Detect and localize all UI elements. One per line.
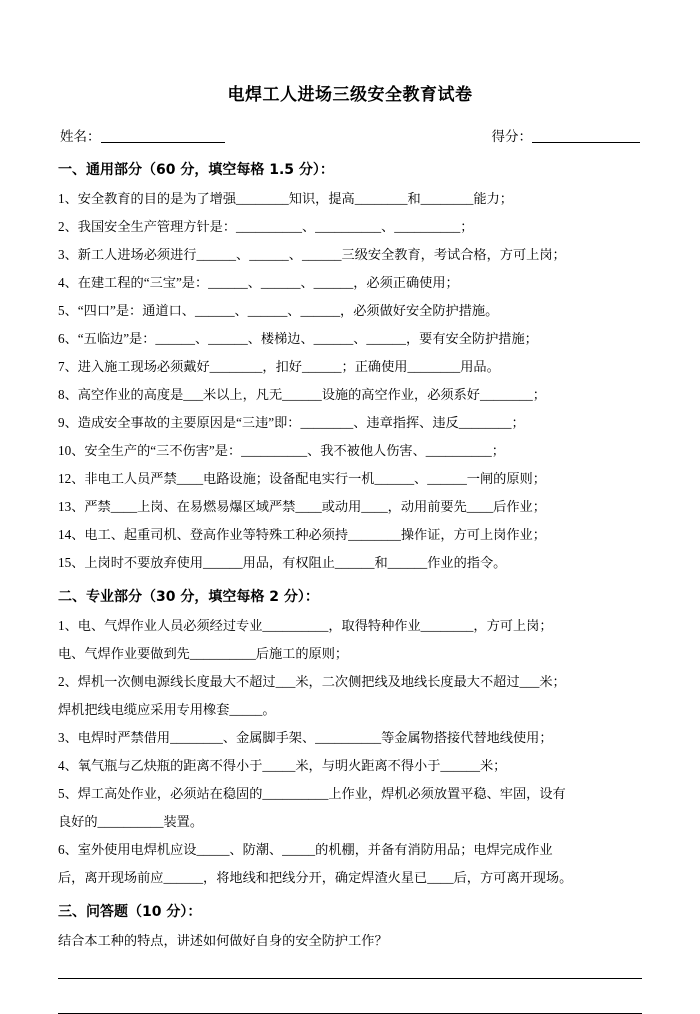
question-item: 6、“五临边”是：______、______、楼梯边、______、______，要有安全防护措施； bbox=[58, 331, 538, 346]
identity-row bbox=[60, 125, 640, 145]
question-item: 2、焊机一次侧电源线长度最大不超过___米，二次侧把线及地线长度最大不超过___米； bbox=[58, 674, 566, 689]
question-item: 1、电、气焊作业人员必须经过专业__________，取得特种作业________，方可上岗； bbox=[58, 618, 553, 633]
question-item: 9、造成安全事故的主要原因是“三违”即：________、违章指挥、违反________； bbox=[58, 415, 525, 430]
name-field bbox=[60, 125, 225, 145]
question-item: 4、氧气瓶与乙炔瓶的距离不得小于_____米，与明火距离不得小于______米； bbox=[58, 758, 507, 773]
question-item-continuation: 电、气焊作业要做到先__________后施工的原则； bbox=[58, 646, 349, 661]
question-item-continuation: 良好的__________装置。 bbox=[58, 814, 204, 829]
name-label: 姓名： bbox=[60, 129, 101, 144]
page-title: 电焊工人进场三级安全教育试卷 bbox=[227, 85, 473, 105]
section-heading-general: 一、通用部分（60 分，填空每格 1.5 分）： bbox=[58, 162, 334, 178]
question-item: 4、在建工程的“三宝”是：______、______、______，必须正确使用； bbox=[58, 275, 459, 290]
score-field bbox=[492, 125, 641, 145]
essay-answer-area[interactable] bbox=[58, 978, 642, 1014]
question-item: 6、室外使用电焊机应设_____、防潮、_____的机棚，并备有消防用品；电焊完成作业 bbox=[58, 842, 553, 857]
question-item: 3、电焊时严禁借用________、金属脚手架、__________等金属物搭接代替地线使用； bbox=[58, 730, 553, 745]
question-item: 14、电工、起重司机、登高作业等特殊工种必须持________操作证，方可上岗作业； bbox=[58, 527, 546, 542]
question-item: 7、进入施工现场必须戴好________，扣好______；正确使用________用品。 bbox=[58, 359, 500, 374]
question-item: 10、安全生产的“三不伤害”是：__________、我不被他人伤害、__________； bbox=[58, 443, 505, 458]
question-item: 1、安全教育的目的是为了增强________知识，提高________和________能力； bbox=[58, 191, 513, 206]
question-item-continuation: 焊机把线电缆应采用专用橡套_____。 bbox=[58, 702, 276, 717]
name-input-blank[interactable] bbox=[101, 129, 225, 143]
question-item: 2、我国安全生产管理方针是：__________、__________、__________； bbox=[58, 219, 474, 234]
question-item: 3、新工人进场必须进行______、______、______三级安全教育，考试合格，方可上岗； bbox=[58, 247, 566, 262]
score-label: 得分： bbox=[491, 129, 532, 144]
section-heading-professional: 二、专业部分（30 分，填空每格 2 分）： bbox=[58, 589, 319, 605]
score-input-blank[interactable] bbox=[532, 129, 640, 143]
question-item: 15、上岗时不要放弃使用______用品，有权阻止______和______作业的指令。 bbox=[58, 555, 507, 570]
question-item: 12、非电工人员严禁____电路设施；设备配电实行一机______、______一闸的原则； bbox=[58, 471, 546, 486]
essay-prompt: 结合本工种的特点，讲述如何做好自身的安全防护工作？ bbox=[58, 933, 388, 948]
question-item: 8、高空作业的高度是___米以上，凡无______设施的高空作业，必须系好________； bbox=[58, 387, 546, 402]
section-heading-essay: 三、问答题（10 分）： bbox=[58, 904, 202, 920]
question-item: 5、“四口”是：通道口、______、______、______，必须做好安全防护措施。 bbox=[58, 303, 499, 318]
question-item: 5、焊工高处作业，必须站在稳固的__________上作业，焊机必须放置平稳、牢固，设有 bbox=[58, 786, 566, 801]
question-item: 13、严禁____上岗、在易燃易爆区域严禁____或动用____，动用前要先____后作业； bbox=[58, 499, 546, 514]
answer-line[interactable] bbox=[58, 978, 642, 979]
question-item-continuation: 后，离开现场前应______，将地线和把线分开，确定焊渣火星已____后，方可离开现场。 bbox=[58, 870, 573, 885]
